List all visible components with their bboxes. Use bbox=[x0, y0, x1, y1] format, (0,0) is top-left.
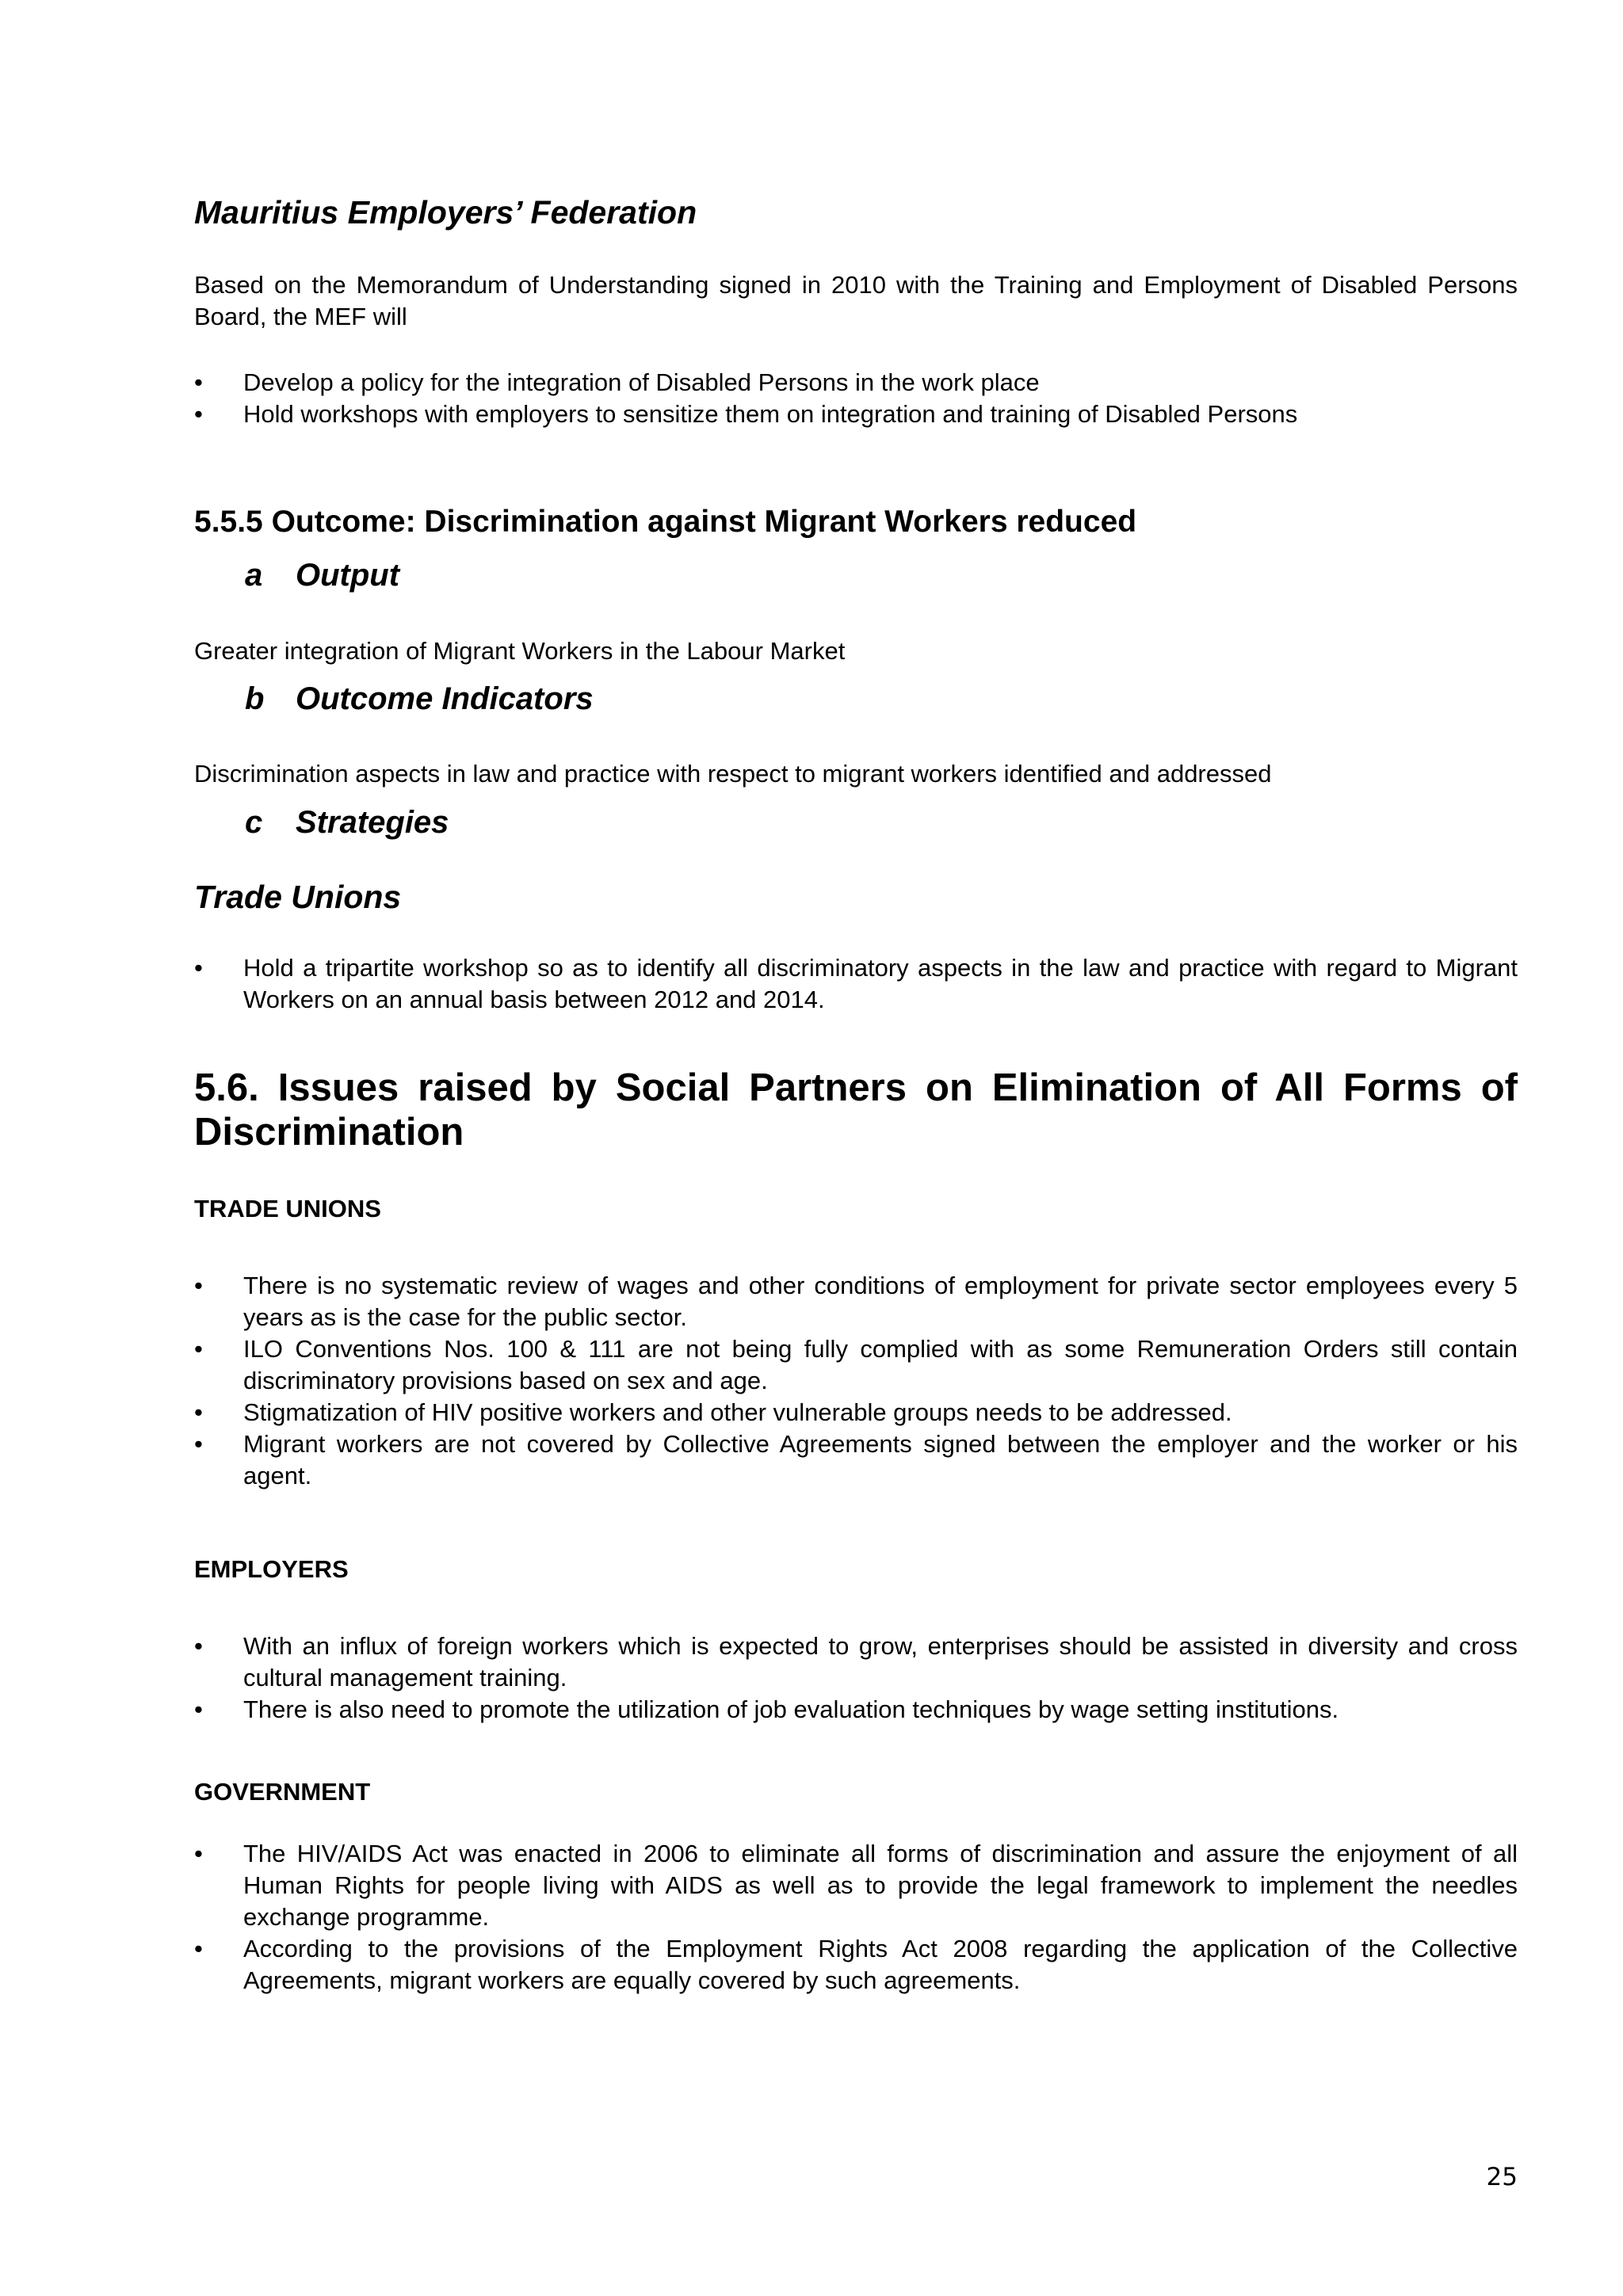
list-item: • Develop a policy for the integration of Disabled Persons in the work place bbox=[194, 367, 1518, 399]
mef-heading: Mauritius Employers’ Federation bbox=[194, 194, 697, 231]
mef-bullet-list bbox=[194, 367, 1518, 430]
list-item: • According to the provisions of the Employment Rights Act 2008 regarding the application of the Collective Agreements, migrant workers are equally covered by such agreements. bbox=[194, 1933, 1518, 1997]
list-item: • The HIV/AIDS Act was enacted in 2006 to eliminate all forms of discrimination and assure the enjoyment of all Human Rights for people living with AIDS as well as to provide the legal framework to implement the needles exchange programme. bbox=[194, 1838, 1518, 1933]
page-number: 25 bbox=[1486, 2163, 1518, 2191]
issues-heading: 5.6. Issues raised by Social Partners on Elimination of All Forms of Discrimination bbox=[194, 1066, 1518, 1154]
outcome-indicators-subheading bbox=[245, 680, 594, 718]
list-item: • ILO Conventions Nos. 100 & 111 are not being fully complied with as some Remuneration Orders still contain discriminatory provisions based on sex and age. bbox=[194, 1333, 1518, 1397]
employers-issues-list bbox=[194, 1630, 1518, 1726]
list-item: • There is also need to promote the utilization of job evaluation techniques by wage setting institutions. bbox=[194, 1694, 1518, 1726]
trade-unions-strategy-heading: Trade Unions bbox=[194, 879, 402, 915]
output-letter: a bbox=[245, 558, 263, 593]
output-text: Greater integration of Migrant Workers in the Labour Market bbox=[194, 637, 846, 665]
list-item: • Hold workshops with employers to sensitize them on integration and training of Disabled Persons bbox=[194, 399, 1518, 430]
government-issues-heading: GOVERNMENT bbox=[194, 1778, 371, 1806]
list-item: • Hold a tripartite workshop so as to identify all discriminatory aspects in the law and practice with regard to Migrant Workers on an annual basis between 2012 and 2014. bbox=[194, 952, 1518, 1016]
output-subheading bbox=[245, 556, 399, 594]
list-item: • With an influx of foreign workers which is expected to grow, enterprises should be assisted in diversity and cross cultural management training. bbox=[194, 1630, 1518, 1694]
list-item: • There is no systematic review of wages and other conditions of employment for private sector employees every 5 years as is the case for the public sector. bbox=[194, 1270, 1518, 1333]
list-item: • Stigmatization of HIV positive workers and other vulnerable groups needs to be addressed. bbox=[194, 1397, 1518, 1428]
employers-issues-heading: EMPLOYERS bbox=[194, 1555, 349, 1583]
outcome-indicators-label: Outcome Indicators bbox=[296, 681, 594, 716]
outcome-heading: 5.5.5 Outcome: Discrimination against Migrant Workers reduced bbox=[194, 505, 1137, 539]
mef-intro: Based on the Memorandum of Understanding signed in 2010 with the Training and Employment of Disabled Persons Board, the MEF will bbox=[194, 271, 1518, 330]
government-issues-list bbox=[194, 1838, 1518, 1997]
trade-unions-strategy-list bbox=[194, 952, 1518, 1016]
strategies-label: Strategies bbox=[296, 805, 449, 840]
trade-unions-issues-list bbox=[194, 1270, 1518, 1492]
outcome-indicators-letter: b bbox=[245, 681, 265, 716]
trade-unions-issues-heading: TRADE UNIONS bbox=[194, 1195, 381, 1222]
output-label: Output bbox=[296, 558, 400, 593]
strategies-subheading bbox=[245, 803, 449, 841]
strategies-letter: c bbox=[245, 805, 263, 840]
list-item: • Migrant workers are not covered by Collective Agreements signed between the employer and the worker or his agent. bbox=[194, 1428, 1518, 1492]
outcome-indicators-text: Discrimination aspects in law and practice with respect to migrant workers identified and addressed bbox=[194, 760, 1272, 788]
